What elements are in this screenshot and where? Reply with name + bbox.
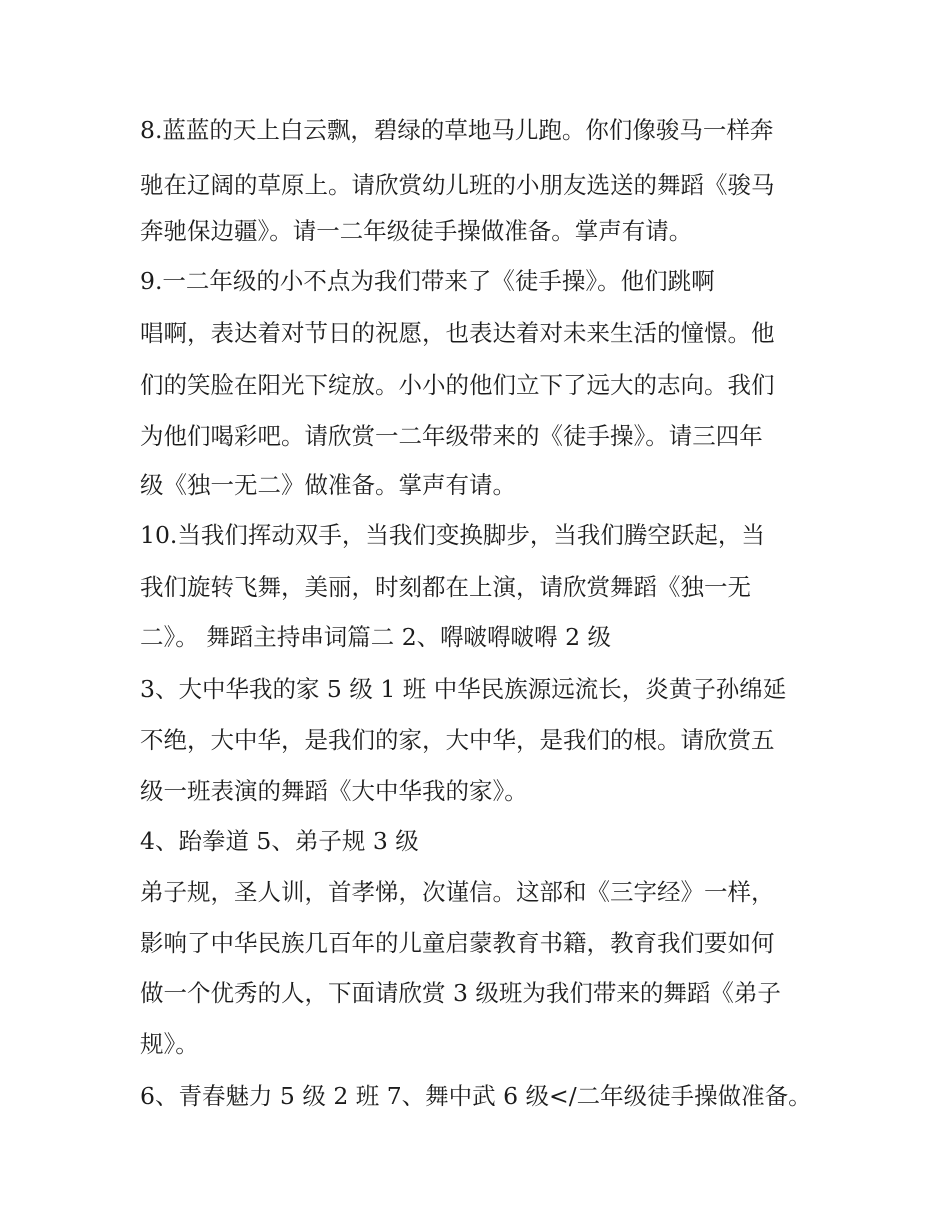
text-line-18: 做一个优秀的人，下面请欣赏 3 级班为我们带来的舞蹈《弟子 [140, 979, 781, 1007]
text-line-1: 8.蓝蓝的天上白云飘，碧绿的草地马儿跑。你们像骏马一样奔 [140, 116, 774, 144]
text-line-14: 级一班表演的舞蹈《大中华我的家》。 [140, 777, 528, 805]
text-line-8: 级《独一无二》做准备。掌声有请。 [140, 471, 516, 499]
text-line-5: 唱啊，表达着对节日的祝愿，也表达着对未来生活的憧憬。他 [140, 319, 775, 347]
text-line-9: 10.当我们挥动双手，当我们变换脚步，当我们腾空跃起，当 [140, 521, 765, 549]
text-line-4: 9.一二年级的小不点为我们带来了《徒手操》。他们跳啊 [140, 267, 715, 295]
text-line-17: 影响了中华民族几百年的儿童启蒙教育书籍，教育我们要如何 [140, 929, 775, 957]
text-line-16: 弟子规，圣人训，首孝悌，次谨信。这部和《三字经》一样， [140, 878, 775, 906]
text-line-6: 们的笑脸在阳光下绽放。小小的他们立下了远大的志向。我们 [140, 371, 775, 399]
text-line-3: 奔驰保边疆》。请一二年级徒手操做准备。掌声有请。 [140, 217, 693, 245]
text-line-19: 规》。 [140, 1030, 199, 1058]
text-line-15: 4、跆拳道 5、弟子规 3 级 [140, 827, 419, 855]
text-line-7: 为他们喝彩吧。请欣赏一二年级带来的《徒手操》。请三四年 [140, 422, 763, 450]
text-line-11: 二》。 舞蹈主持串词篇二 2、嘚啵嘚啵嘚 2 级 [140, 623, 612, 651]
text-line-2: 驰在辽阔的草原上。请欣赏幼儿班的小朋友选送的舞蹈《骏马 [140, 171, 775, 199]
text-line-12: 3、大中华我的家 5 级 1 班 中华民族源远流长，炎黄子孙绵延 [140, 675, 787, 703]
text-line-10: 我们旋转飞舞，美丽，时刻都在上演，请欣赏舞蹈《独一无 [140, 573, 751, 601]
text-line-13: 不绝，大中华，是我们的家，大中华，是我们的根。请欣赏五 [140, 726, 775, 754]
text-line-20: 6、青春魅力 5 级 2 班 7、舞中武 6 级</二年级徒手操做准备。 [140, 1082, 812, 1110]
